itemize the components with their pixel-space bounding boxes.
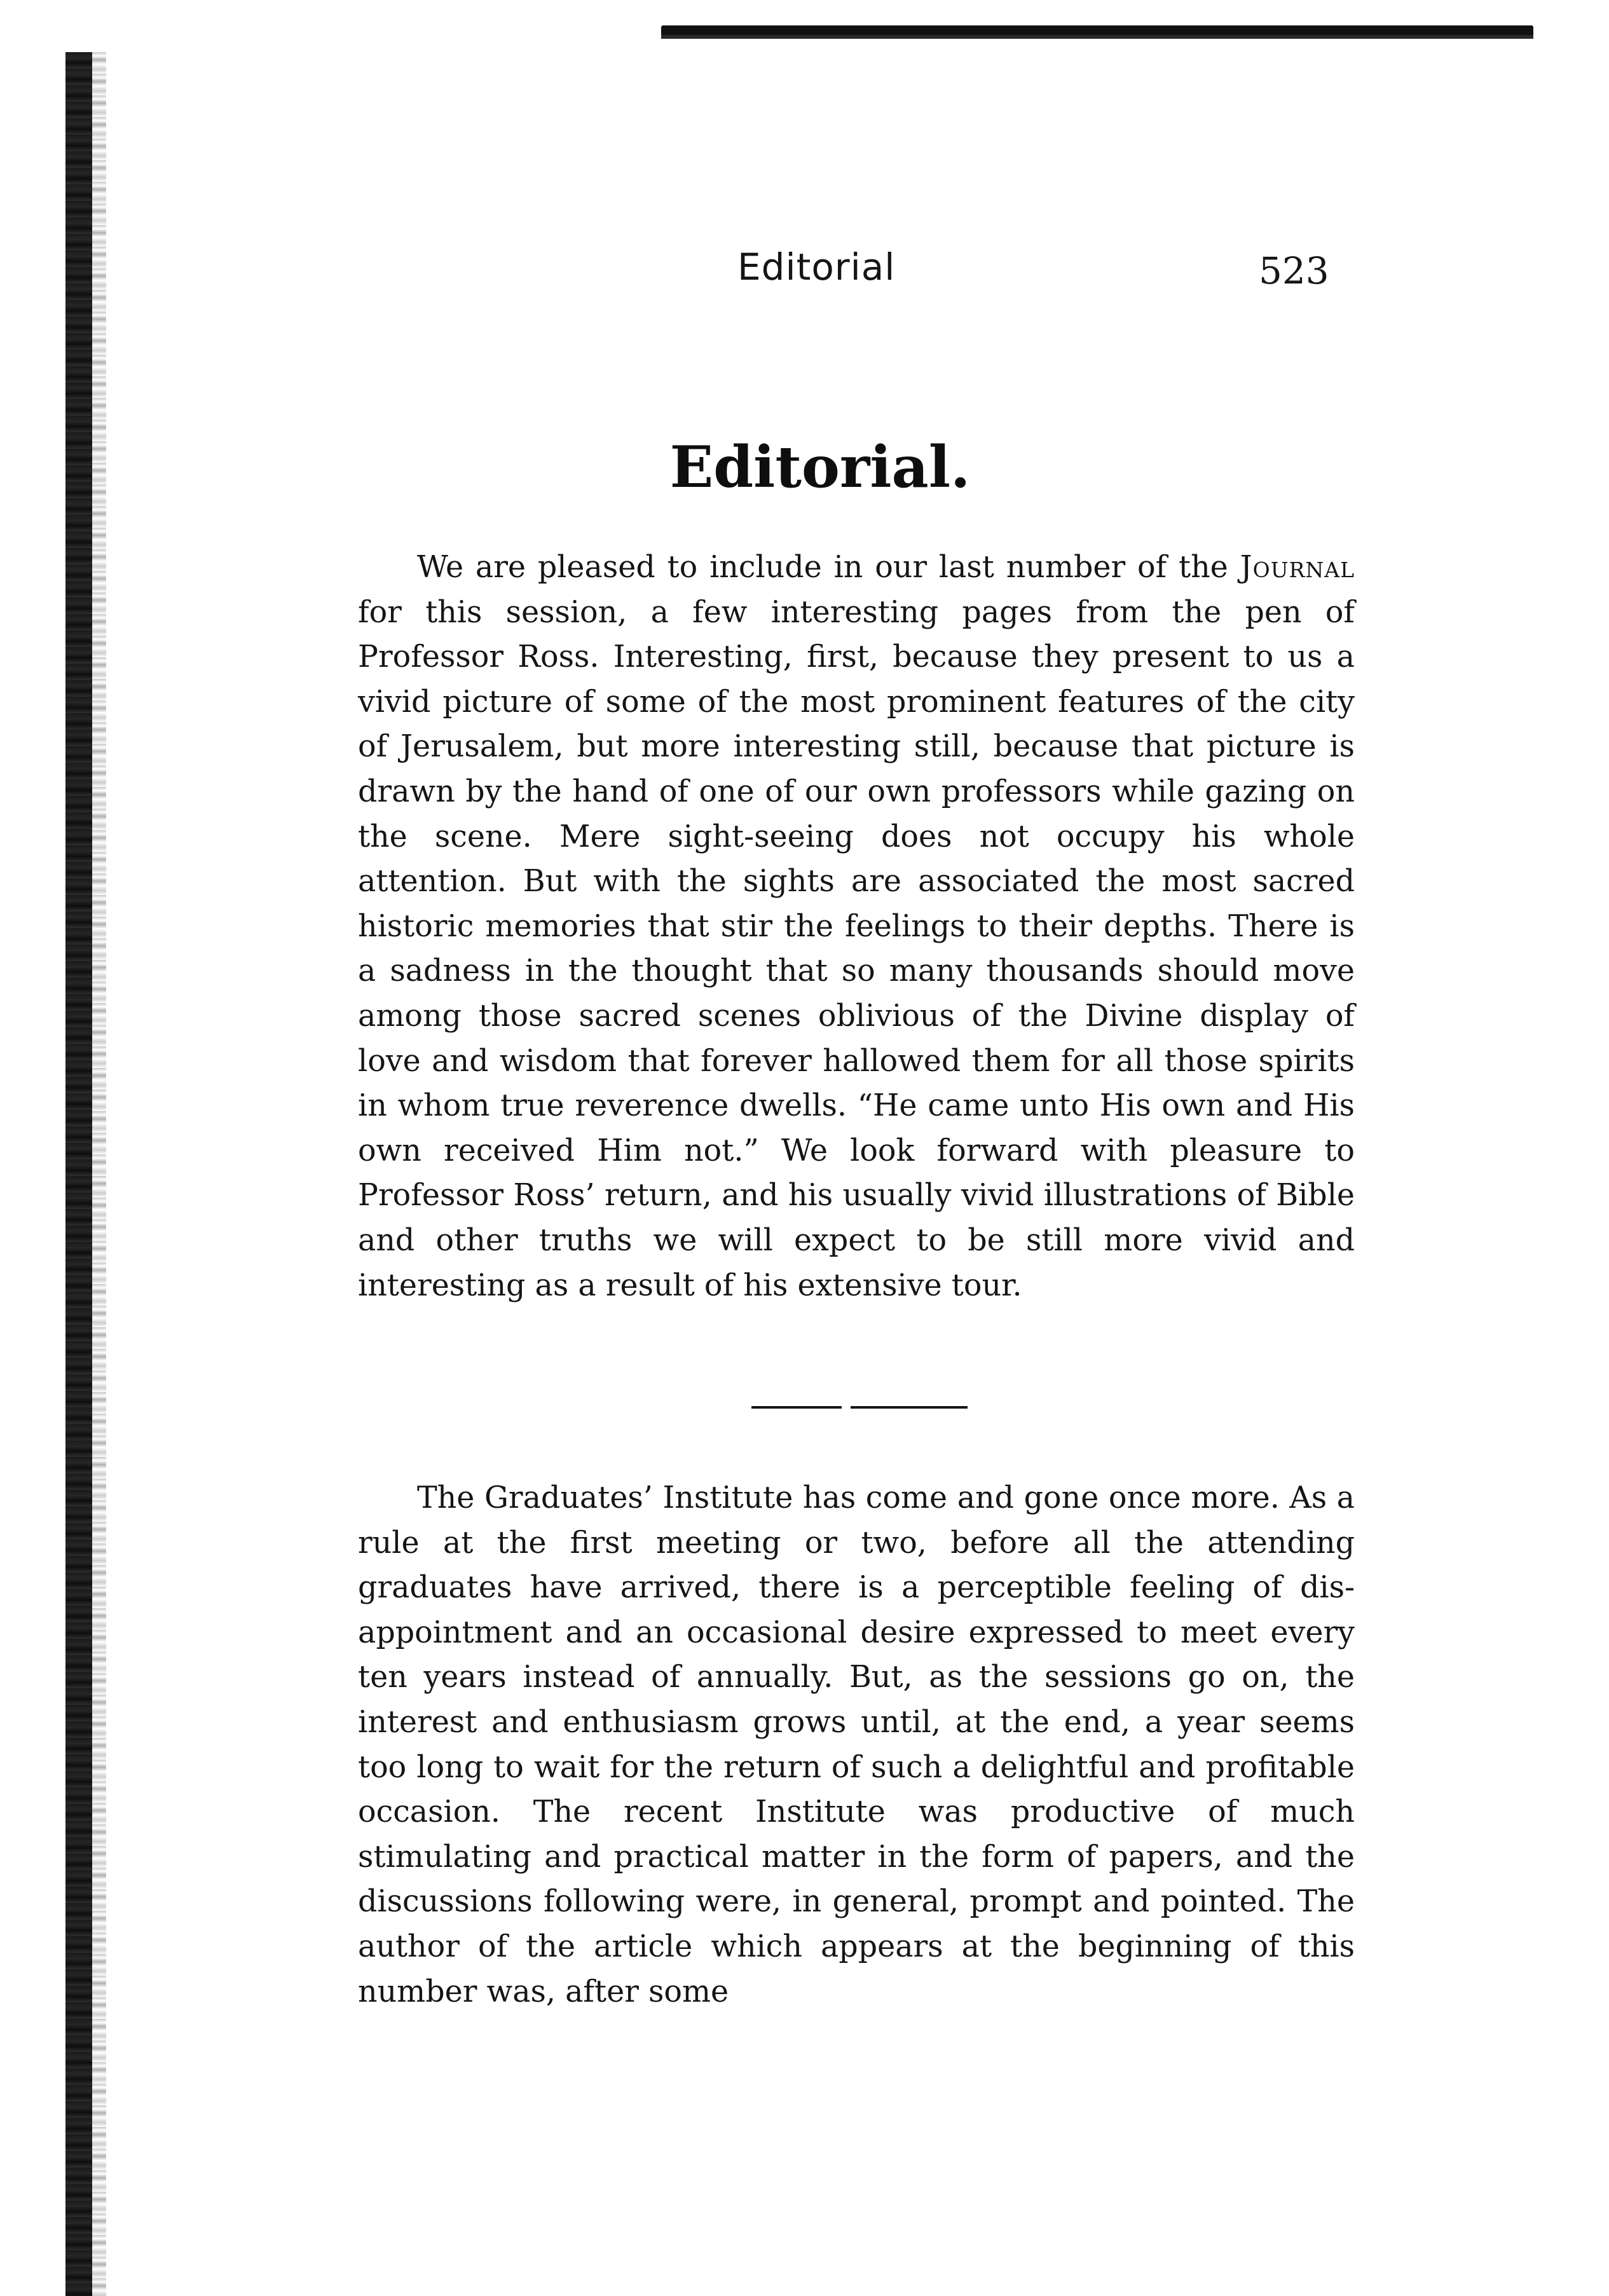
editorial-paragraph-1 [358,545,1355,1308]
scan-binding-edge [65,52,92,2296]
page-number: 523 [1259,249,1329,292]
section-divider-left [751,1406,842,1409]
top-rule-shadow [661,35,1533,39]
paragraph-1-lead: We are pleased to include in our last number of the [417,550,1228,585]
running-head [0,242,1609,292]
journal-name: Journal [1240,550,1355,585]
scan-binding-fringe [92,52,106,2296]
editorial-paragraph-2: The Graduates’ Institute has come and gone once more. As a rule at the first meeting or two, before all the attending graduates have arrived, there is a perceptible feeling of dis-appointment and an occasional desire expressed to meet every ten years instead of annually. But, as the sessions go on, the interest and enthusiasm grows until, at the end, a year seems too long to wait for the return of such a delightful and profitable occasion. The recent Institute was productive of much stimulating and practical matter in the form of papers, and the discussions following were, in general, prompt and pointed. The author of the article which appears at the beginning of this number was, after some [358,1480,1355,2009]
section-divider-right [851,1406,968,1409]
running-head-title: Editorial [737,245,896,289]
paragraph-1-text: for this session, a few interesting pages from the pen of Professor Ross. Interesting, first, because they present to us a vivid picture of some of the most prominent features of the city of Jerusalem, but more interesting still, because that picture is drawn by the hand of one of our own professors while gazing on the scene. Mere sight-seeing does not occupy his whole attention. But with the sights are associated the most sacred historic memories that stir the feelings to their depths. There is a sadness in the thought that so many thousands should move among those sacred scenes oblivious of the Divine display of love and wisdom that forever hallowed them for all those spirits in whom true reverence dwells. “He came unto His own and His own received Him not.” We look forward with pleasure to Professor Ross’ return, and his usually vivid illustrations of Bible and other truths we will expect to be still more vivid and interesting as a result of his extensive tour. [358,594,1355,1303]
section-heading: Editorial. [669,434,971,501]
